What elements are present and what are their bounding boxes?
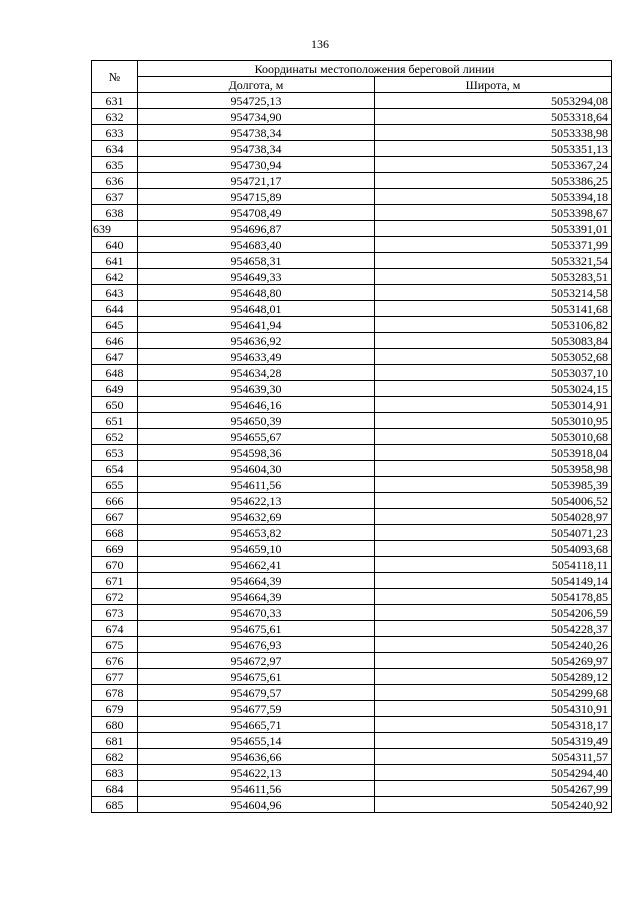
row-number: 678 bbox=[92, 685, 138, 701]
table-row bbox=[92, 301, 612, 317]
table-row bbox=[92, 445, 612, 461]
latitude-cell: 5054093,68 bbox=[375, 541, 612, 557]
latitude-cell: 5054006,52 bbox=[375, 493, 612, 509]
row-number: 651 bbox=[92, 413, 138, 429]
latitude-cell: 5054240,92 bbox=[375, 797, 612, 813]
latitude-cell: 5054269,97 bbox=[375, 653, 612, 669]
latitude-cell: 5053321,54 bbox=[375, 253, 612, 269]
longitude-cell: 954738,34 bbox=[138, 125, 375, 141]
page-number: 136 bbox=[311, 37, 329, 51]
latitude-cell: 5054267,99 bbox=[375, 781, 612, 797]
longitude-cell: 954734,90 bbox=[138, 109, 375, 125]
longitude-cell: 954675,61 bbox=[138, 621, 375, 637]
latitude-cell: 5054178,85 bbox=[375, 589, 612, 605]
longitude-cell: 954658,31 bbox=[138, 253, 375, 269]
latitude-cell: 5054299,68 bbox=[375, 685, 612, 701]
longitude-cell: 954683,40 bbox=[138, 237, 375, 253]
row-number: 669 bbox=[92, 541, 138, 557]
latitude-cell: 5053010,95 bbox=[375, 413, 612, 429]
table-row bbox=[92, 189, 612, 205]
latitude-cell: 5053010,68 bbox=[375, 429, 612, 445]
latitude-cell: 5053985,39 bbox=[375, 477, 612, 493]
longitude-cell: 954664,39 bbox=[138, 573, 375, 589]
longitude-cell: 954604,96 bbox=[138, 797, 375, 813]
latitude-cell: 5054240,26 bbox=[375, 637, 612, 653]
table-row bbox=[92, 493, 612, 509]
latitude-cell: 5053386,25 bbox=[375, 173, 612, 189]
longitude-cell: 954659,10 bbox=[138, 541, 375, 557]
latitude-cell: 5054228,37 bbox=[375, 621, 612, 637]
row-number: 645 bbox=[92, 317, 138, 333]
longitude-cell: 954604,30 bbox=[138, 461, 375, 477]
latitude-cell: 5053367,24 bbox=[375, 157, 612, 173]
table-row bbox=[92, 525, 612, 541]
longitude-cell: 954648,80 bbox=[138, 285, 375, 301]
table-header-row bbox=[92, 61, 612, 77]
row-number: 653 bbox=[92, 445, 138, 461]
table-row bbox=[92, 333, 612, 349]
latitude-cell: 5053318,64 bbox=[375, 109, 612, 125]
longitude-cell: 954611,56 bbox=[138, 477, 375, 493]
longitude-cell: 954648,01 bbox=[138, 301, 375, 317]
table-row bbox=[92, 381, 612, 397]
row-number: 676 bbox=[92, 653, 138, 669]
longitude-cell: 954622,13 bbox=[138, 765, 375, 781]
row-number: 681 bbox=[92, 733, 138, 749]
table-row bbox=[92, 461, 612, 477]
header-coordinates-group: Координаты местоположения береговой линии bbox=[138, 61, 612, 77]
longitude-cell: 954672,97 bbox=[138, 653, 375, 669]
row-number: 638 bbox=[92, 205, 138, 221]
longitude-cell: 954679,57 bbox=[138, 685, 375, 701]
latitude-cell: 5054311,57 bbox=[375, 749, 612, 765]
row-number: 666 bbox=[92, 493, 138, 509]
row-number: 670 bbox=[92, 557, 138, 573]
table-row bbox=[92, 557, 612, 573]
longitude-cell: 954611,56 bbox=[138, 781, 375, 797]
table-row bbox=[92, 477, 612, 493]
row-number: 655 bbox=[92, 477, 138, 493]
row-number: 648 bbox=[92, 365, 138, 381]
longitude-cell: 954655,67 bbox=[138, 429, 375, 445]
table-row bbox=[92, 701, 612, 717]
latitude-cell: 5053371,99 bbox=[375, 237, 612, 253]
latitude-cell: 5053338,98 bbox=[375, 125, 612, 141]
row-number: 634 bbox=[92, 141, 138, 157]
longitude-cell: 954675,61 bbox=[138, 669, 375, 685]
latitude-cell: 5053141,68 bbox=[375, 301, 612, 317]
row-number: 641 bbox=[92, 253, 138, 269]
table-row bbox=[92, 285, 612, 301]
row-number: 647 bbox=[92, 349, 138, 365]
table-row bbox=[92, 269, 612, 285]
longitude-cell: 954633,49 bbox=[138, 349, 375, 365]
longitude-cell: 954636,92 bbox=[138, 333, 375, 349]
row-number: 671 bbox=[92, 573, 138, 589]
longitude-cell: 954636,66 bbox=[138, 749, 375, 765]
row-number: 633 bbox=[92, 125, 138, 141]
longitude-cell: 954665,71 bbox=[138, 717, 375, 733]
row-number: 636 bbox=[92, 173, 138, 189]
latitude-cell: 5054319,49 bbox=[375, 733, 612, 749]
latitude-cell: 5054289,12 bbox=[375, 669, 612, 685]
row-number: 673 bbox=[92, 605, 138, 621]
longitude-cell: 954622,13 bbox=[138, 493, 375, 509]
longitude-cell: 954655,14 bbox=[138, 733, 375, 749]
table-row bbox=[92, 413, 612, 429]
longitude-cell: 954725,13 bbox=[138, 93, 375, 109]
longitude-cell: 954708,49 bbox=[138, 205, 375, 221]
latitude-cell: 5053283,51 bbox=[375, 269, 612, 285]
latitude-cell: 5053394,18 bbox=[375, 189, 612, 205]
latitude-cell: 5054318,17 bbox=[375, 717, 612, 733]
row-number: 643 bbox=[92, 285, 138, 301]
table-row bbox=[92, 205, 612, 221]
row-number: 644 bbox=[92, 301, 138, 317]
longitude-cell: 954715,89 bbox=[138, 189, 375, 205]
row-number: 632 bbox=[92, 109, 138, 125]
longitude-cell: 954646,16 bbox=[138, 397, 375, 413]
row-number: 675 bbox=[92, 637, 138, 653]
longitude-cell: 954730,94 bbox=[138, 157, 375, 173]
longitude-cell: 954738,34 bbox=[138, 141, 375, 157]
row-number: 685 bbox=[92, 797, 138, 813]
table-row bbox=[92, 317, 612, 333]
longitude-cell: 954632,69 bbox=[138, 509, 375, 525]
row-number: 649 bbox=[92, 381, 138, 397]
latitude-cell: 5053052,68 bbox=[375, 349, 612, 365]
table-row bbox=[92, 781, 612, 797]
latitude-cell: 5053106,82 bbox=[375, 317, 612, 333]
longitude-cell: 954664,39 bbox=[138, 589, 375, 605]
latitude-cell: 5054028,97 bbox=[375, 509, 612, 525]
row-number: 684 bbox=[92, 781, 138, 797]
table-row bbox=[92, 589, 612, 605]
row-number: 667 bbox=[92, 509, 138, 525]
table-row bbox=[92, 621, 612, 637]
table-row bbox=[92, 253, 612, 269]
longitude-cell: 954650,39 bbox=[138, 413, 375, 429]
longitude-cell: 954662,41 bbox=[138, 557, 375, 573]
row-number: 637 bbox=[92, 189, 138, 205]
row-number: 642 bbox=[92, 269, 138, 285]
latitude-cell: 5054118,11 bbox=[375, 557, 612, 573]
table-row bbox=[92, 541, 612, 557]
table-row bbox=[92, 173, 612, 189]
row-number: 635 bbox=[92, 157, 138, 173]
row-number: 672 bbox=[92, 589, 138, 605]
latitude-cell: 5054310,91 bbox=[375, 701, 612, 717]
latitude-cell: 5053391,01 bbox=[375, 221, 612, 237]
row-number: 682 bbox=[92, 749, 138, 765]
longitude-cell: 954677,59 bbox=[138, 701, 375, 717]
table-row bbox=[92, 93, 612, 109]
row-number: 668 bbox=[92, 525, 138, 541]
table-row bbox=[92, 733, 612, 749]
table-row bbox=[92, 141, 612, 157]
row-number: 639 bbox=[92, 221, 138, 237]
latitude-cell: 5053294,08 bbox=[375, 93, 612, 109]
longitude-cell: 954598,36 bbox=[138, 445, 375, 461]
table-row bbox=[92, 685, 612, 701]
latitude-cell: 5053037,10 bbox=[375, 365, 612, 381]
table-row bbox=[92, 749, 612, 765]
row-number: 677 bbox=[92, 669, 138, 685]
latitude-cell: 5053083,84 bbox=[375, 333, 612, 349]
row-number: 631 bbox=[92, 93, 138, 109]
table-row bbox=[92, 221, 612, 237]
table-row bbox=[92, 765, 612, 781]
row-number: 683 bbox=[92, 765, 138, 781]
longitude-cell: 954696,87 bbox=[138, 221, 375, 237]
row-number: 679 bbox=[92, 701, 138, 717]
table-row bbox=[92, 429, 612, 445]
header-longitude: Долгота, м bbox=[138, 77, 375, 93]
coordinates-table bbox=[91, 60, 612, 813]
row-number: 646 bbox=[92, 333, 138, 349]
table-row bbox=[92, 365, 612, 381]
table-row bbox=[92, 397, 612, 413]
longitude-cell: 954676,93 bbox=[138, 637, 375, 653]
longitude-cell: 954653,82 bbox=[138, 525, 375, 541]
table-row bbox=[92, 653, 612, 669]
latitude-cell: 5054206,59 bbox=[375, 605, 612, 621]
latitude-cell: 5053014,91 bbox=[375, 397, 612, 413]
table-row bbox=[92, 237, 612, 253]
table-row bbox=[92, 349, 612, 365]
latitude-cell: 5054071,23 bbox=[375, 525, 612, 541]
row-number: 654 bbox=[92, 461, 138, 477]
table-row bbox=[92, 509, 612, 525]
longitude-cell: 954641,94 bbox=[138, 317, 375, 333]
longitude-cell: 954721,17 bbox=[138, 173, 375, 189]
table-row bbox=[92, 157, 612, 173]
table-row bbox=[92, 797, 612, 813]
longitude-cell: 954670,33 bbox=[138, 605, 375, 621]
table-row bbox=[92, 669, 612, 685]
table-body bbox=[92, 93, 612, 813]
longitude-cell: 954639,30 bbox=[138, 381, 375, 397]
latitude-cell: 5053398,67 bbox=[375, 205, 612, 221]
latitude-cell: 5053214,58 bbox=[375, 285, 612, 301]
row-number: 640 bbox=[92, 237, 138, 253]
latitude-cell: 5053024,15 bbox=[375, 381, 612, 397]
table-row bbox=[92, 573, 612, 589]
latitude-cell: 5053958,98 bbox=[375, 461, 612, 477]
row-number: 674 bbox=[92, 621, 138, 637]
header-number: № bbox=[92, 61, 138, 93]
table-row bbox=[92, 605, 612, 621]
latitude-cell: 5054149,14 bbox=[375, 573, 612, 589]
table-row bbox=[92, 109, 612, 125]
table-row bbox=[92, 637, 612, 653]
row-number: 680 bbox=[92, 717, 138, 733]
longitude-cell: 954649,33 bbox=[138, 269, 375, 285]
latitude-cell: 5053351,13 bbox=[375, 141, 612, 157]
latitude-cell: 5053918,04 bbox=[375, 445, 612, 461]
row-number: 650 bbox=[92, 397, 138, 413]
table-subheader-row bbox=[92, 77, 612, 93]
row-number: 652 bbox=[92, 429, 138, 445]
table-row bbox=[92, 717, 612, 733]
latitude-cell: 5054294,40 bbox=[375, 765, 612, 781]
header-latitude: Широта, м bbox=[375, 77, 612, 93]
table-row bbox=[92, 125, 612, 141]
longitude-cell: 954634,28 bbox=[138, 365, 375, 381]
